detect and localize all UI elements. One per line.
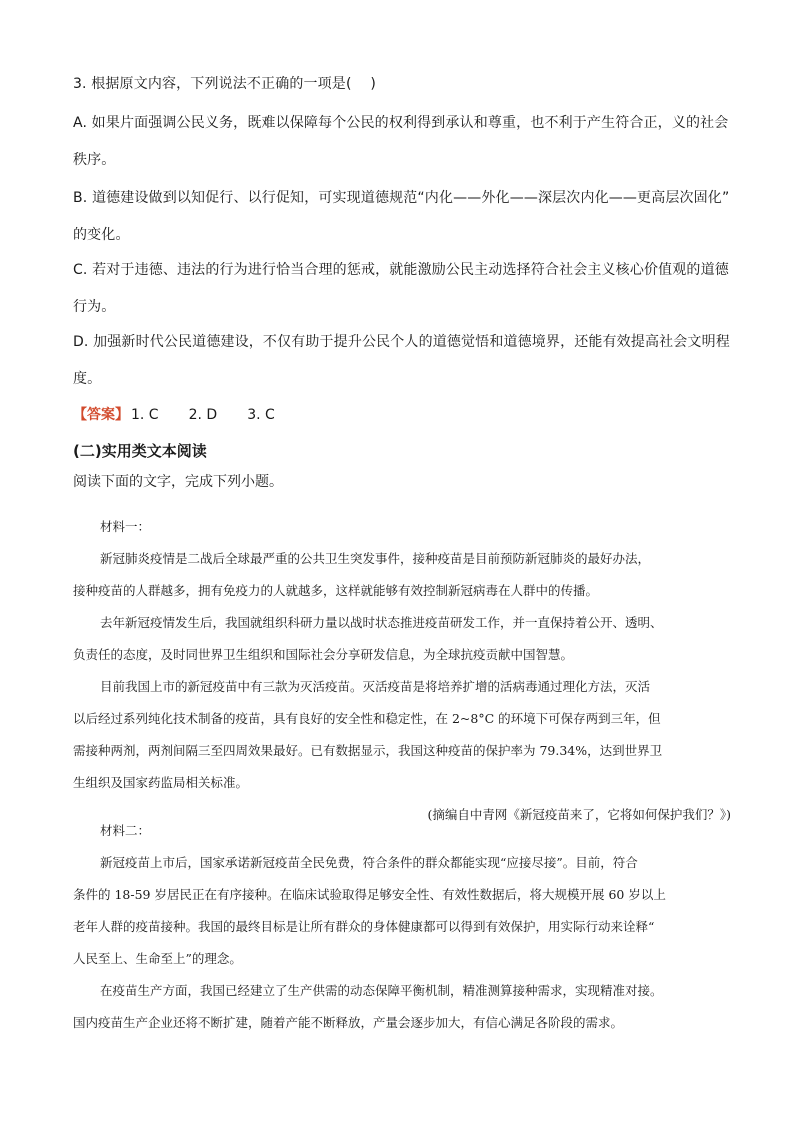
option-d-line-2: 度。 [73, 371, 102, 387]
option-c-line-2: 行为。 [73, 299, 116, 315]
material-2-p1-line-1: 新冠疫苗上市后，国家承诺新冠疫苗全民免费，符合条件的群众都能实现“应接尽接”。目前，符合 [100, 855, 638, 870]
question-stem: 3. 根据原文内容，下列说法不正确的一项是( ) [73, 76, 376, 92]
material-2-p1-line-2: 条件的 18-59 岁居民正在有序接种。在临床试验取得足够安全性、有效性数据后，将大规模开展 60 岁以上 [73, 887, 666, 902]
option-a-line-1: A. 如果片面强调公民义务，既难以保障每个公民的权利得到承认和尊重，也不利于产生符合正，义的社会 [73, 115, 729, 131]
material-1-source: (摘编自中青网《新冠疫苗来了，它将如何保护我们？》) [427, 807, 731, 822]
material-1-p3-line-1: 目前我国上市的新冠疫苗中有三款为灭活疫苗。灭活疫苗是将培养扩增的活病毒通过理化方法，灭活 [100, 679, 651, 694]
answer-line [73, 397, 733, 434]
answer-item-2: 2. D [188, 407, 218, 423]
option-a-line-2: 秩序。 [73, 152, 116, 168]
material-1-p1-line-1: 新冠肺炎疫情是二战后全球最严重的公共卫生突发事件，接种疫苗是目前预防新冠肺炎的最好办法， [100, 551, 651, 566]
option-d-line-1: D. 加强新时代公民道德建设，不仅有助于提升公民个人的道德觉悟和道德境界，还能有效提高社会文明程 [73, 334, 730, 350]
material-2-p2-line-2: 国内疫苗生产企业还将不断扩建，随着产能不断释放，产量会逐步加大，有信心满足各阶段的需求。 [73, 1015, 624, 1030]
material-1-p3-line-4: 生组织及国家药监局相关标准。 [73, 775, 249, 790]
material-1-p2-line-2: 负责任的态度，及时同世界卫生组织和国际社会分享研发信息，为全球抗疫贡献中国智慧。 [73, 647, 574, 662]
answer-item-3: 3. C [247, 407, 275, 423]
material-2-p1-line-3: 老年人群的疫苗接种。我国的最终目标是让所有群众的身体健康都可以得到有效保护，用实际行动来诠释“ [73, 919, 655, 934]
material-1-p3-line-2: 以后经过系列纯化技术制备的疫苗，具有良好的安全性和稳定性，在 2~8°C 的环境下可保存两到三年，但 [73, 711, 661, 726]
answer-tag: 【答案】 [73, 407, 129, 423]
question-3 [73, 66, 733, 103]
option-b-line-2: 的变化。 [73, 227, 130, 243]
material-1 [73, 511, 733, 831]
option-a [73, 105, 733, 179]
material-1-p3-line-3: 需接种两剂，两剂间隔三至四周效果最好。已有数据显示，我国这种疫苗的保护率为 79.34%，达到世界卫 [73, 743, 663, 758]
option-d [73, 324, 733, 398]
option-c-line-1: C. 若对于违德、违法的行为进行恰当合理的惩戒，就能激励公民主动选择符合社会主义核心价值观的道德 [73, 262, 729, 278]
material-2 [73, 815, 733, 1039]
option-b-line-1: B. 道德建设做到以知促行、以行促知，可实现道德规范“内化——外化——深层次内化——更高层次固化” [73, 190, 730, 206]
material-2-p1-line-4: 人民至上、生命至上”的理念。 [73, 951, 242, 966]
section-title: (二)实用类文本阅读 [73, 442, 207, 460]
material-1-p2-line-1: 去年新冠疫情发生后，我国就组织科研力量以战时状态推进疫苗研发工作，并一直保持着公开、透明、 [100, 615, 663, 630]
answer-item-1: 1. C [131, 407, 159, 423]
material-2-heading: 材料二： [100, 823, 151, 838]
option-b [73, 180, 733, 254]
material-2-p2-line-1: 在疫苗生产方面，我国已经建立了生产供需的动态保障平衡机制，精准测算接种需求，实现精准对接。 [100, 983, 663, 998]
material-1-p1-line-2: 接种疫苗的人群越多，拥有免疫力的人就越多，这样就能够有效控制新冠病毒在人群中的传播。 [73, 583, 599, 598]
section-instruction: 阅读下面的文字，完成下列小题。 [73, 474, 283, 490]
material-1-heading: 材料一： [100, 519, 151, 534]
option-c [73, 252, 733, 326]
